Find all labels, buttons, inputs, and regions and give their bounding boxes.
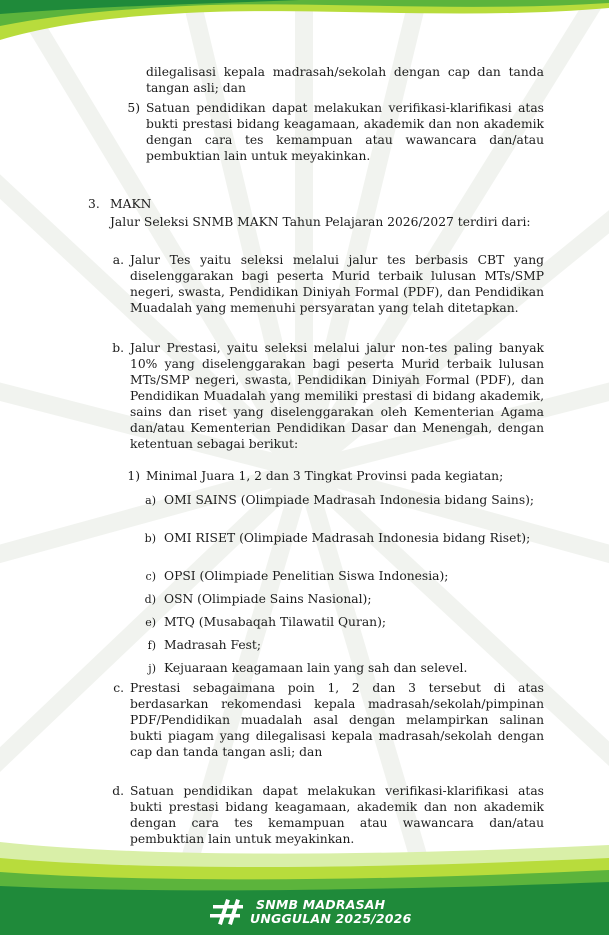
sub-f-number: f) xyxy=(147,639,156,652)
item-5-number: 5) xyxy=(127,101,140,115)
section-3-heading: MAKN xyxy=(110,197,152,211)
sub-b-number: b) xyxy=(144,532,156,545)
item-b1-text: Minimal Juara 1, 2 dan 3 Tingkat Provinsi pada kegiatan; xyxy=(146,469,504,483)
sub-a-text: OMI SAINS (Olimpiade Madrasah Indonesia bidang Sains); xyxy=(164,493,535,507)
item-b-number: b. xyxy=(112,341,124,355)
item-c-text: Prestasi sebagaimana poin 1, 2 dan 3 tersebut di atas berdasarkan rekomendasi kepala madrasah/sekolah/pimpinan PDF/Pendidikan muadalah asal dengan melampirkan salinan bukti piagam yang dilegalisasi kepala madrasah/sekolah dengan cap dan tanda tangan asli; dan xyxy=(130,681,544,759)
item-a-number: a. xyxy=(112,253,124,267)
sub-j-text: Kejuaraan keagamaan lain yang sah dan selevel. xyxy=(164,661,468,675)
item-b-text: Jalur Prestasi, yaitu seleksi melalui jalur non-tes paling banyak 10% yang diselenggarakan bagi peserta Murid terbaik lulusan MTs/SMP negeri, swasta, Pendidikan Diniyah Formal (PDF), dan Pendidikan Muadalah yang memiliki prestasi di bidang akademik, sains dan riset yang diselenggarakan oleh Kementerian Agama dan/atau Kementerian Pendidikan Dasar dan Menengah, dengan ketentuan sebagai berikut: xyxy=(130,341,544,451)
item-5-text: Satuan pendidikan dapat melakukan verifikasi-klarifikasi atas bukti prestasi bidang keagamaan, akademik dan non akademik dengan cara tes kemampuan atau wawancara dan/atau pembuktian lain untuk meyakinkan. xyxy=(146,101,544,163)
sub-c-number: c) xyxy=(145,570,156,583)
section-3-intro: Jalur Seleksi SNMB MAKN Tahun Pelajaran 2026/2027 terdiri dari: xyxy=(110,215,531,229)
item-d-number: d. xyxy=(112,784,124,798)
item-c-number: c. xyxy=(113,681,124,695)
sub-a-number: a) xyxy=(145,494,156,507)
footer-line-1: SNMB MADRASAH xyxy=(256,897,386,912)
item-d-text: Satuan pendidikan dapat melakukan verifikasi-klarifikasi atas bukti prestasi bidang keagamaan, akademik dan non akademik dengan cara tes kemampuan atau wawancara dan/atau pembuktian lain untuk meyakinkan. xyxy=(130,784,544,846)
previous-item-c-continuation: dilegalisasi kepala madrasah/sekolah dengan cap dan tanda tangan asli; dan xyxy=(146,65,544,95)
item-b1-number: 1) xyxy=(127,469,140,483)
item-a-text: Jalur Tes yaitu seleksi melalui jalur tes berbasis CBT yang diselenggarakan bagi peserta Murid terbaik lulusan MTs/SMP negeri, swasta, Pendidikan Diniyah Formal (PDF), dan Pendidikan Muadalah yang memenuhi persyaratan yang telah ditetapkan. xyxy=(130,253,544,315)
sub-e-text: MTQ (Musabaqah Tilawatil Quran); xyxy=(164,615,387,629)
sub-f-text: Madrasah Fest; xyxy=(164,638,262,652)
sub-d-number: d) xyxy=(144,593,156,606)
sub-e-number: e) xyxy=(145,616,156,629)
sub-j-number: j) xyxy=(148,662,156,675)
section-3-number: 3. xyxy=(88,197,100,211)
sub-c-text: OPSI (Olimpiade Penelitian Siswa Indonesia); xyxy=(164,569,449,583)
sub-d-text: OSN (Olimpiade Sains Nasional); xyxy=(164,592,372,606)
footer-brand xyxy=(250,898,411,926)
footer-line-2: UNGGULAN 2025/2026 xyxy=(250,911,412,926)
sub-b-text: OMI RISET (Olimpiade Madrasah Indonesia bidang Riset); xyxy=(164,531,531,545)
